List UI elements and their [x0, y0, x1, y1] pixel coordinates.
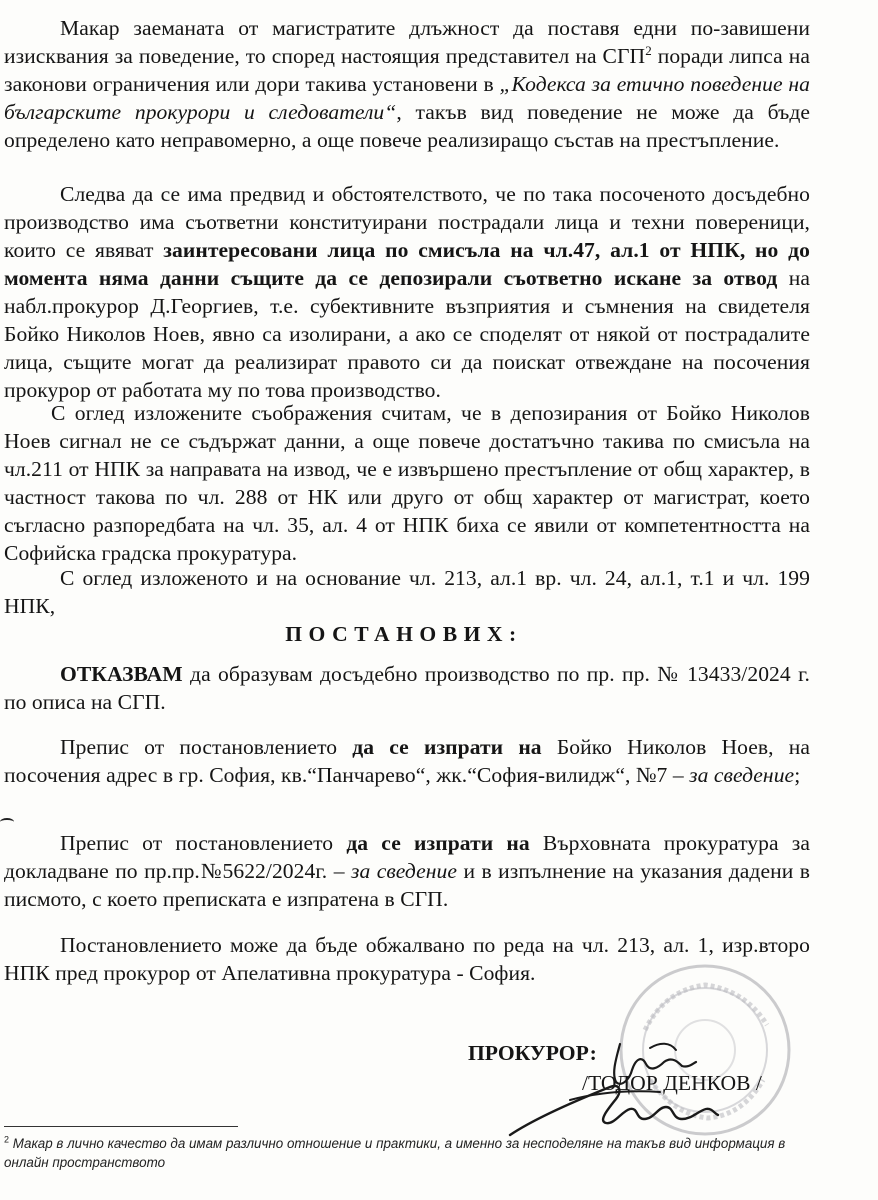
order-refuse: ОТКАЗВАМ да образувам досъдебно производство по пр. пр. № 13433/2024 г. по описа на СГП.: [4, 662, 810, 714]
handwritten-signature: [470, 1030, 800, 1140]
paragraph-3: С оглед изложените съображения считам, че в депозирания от Бойко Николов Ноев сигнал не се съдържат данни, а още повече достатъчно такива по смисъла на чл.211 от НПК за направата на извод, че е извършено престъпление от общ характер, в частност такова по чл. 288 от НК или друго от общ характер от магистрат, което съгласно разпоредбата на чл. 35, ал. 4 от НПК биха се явили от компетентността на Софийска градска прокуратура.: [4, 401, 810, 565]
interested-parties-bold: заинтересовани лица по смисъла на чл.47, ал.1 от НПК, но до момента няма данни същите да се депозирали съответно искане за отвод: [4, 238, 810, 290]
paragraph-1: Макар заеманата от магистратите длъжност да поставя едни по-завишени изисквания за поведение, то според настоящия представител на СГП$^2$ поради липса на законови ограничения или дори такива установени в „Кодекса за етично поведение на българските прокурори и следователи“, такъв вид поведение не може да бъде определено като неправомерно, а още повече реализиращо състав на престъпление.: [4, 16, 811, 152]
margin-mark: [0, 818, 14, 826]
order-copy-1: Препис от постановлението да се изпрати на Бойко Николов Ноев, на посочения адрес в гр. София, кв.“Панчарево“, жк.“София-вилидж“, №7 – за сведение;: [4, 735, 810, 787]
prosecutor-name: /ТОДОР ДЕНКОВ /: [582, 1071, 762, 1095]
paragraph-2: Следва да се има предвид и обстоятелството, че по така посоченото досъдебно производство има съответни конституирани пострадали лица и техни повереници, които се явяват заинтересовани лица по смисъла на чл.47, ал.1 от НПК, но до момента няма данни същите да се депозирали съответно искане за отвод на набл.прокурор Д.Георгиев, т.е. субективните възприятия и съмнения на свидетеля Бойко Николов Ноев, явно са изолирани, а ако се споделят от някой от пострадалите лица, същите могат да реализират правото си да поискат отвеждане на посочения прокурор от работата му по това производство.: [4, 182, 810, 402]
paragraph-4: С оглед изложеното и на основание чл. 213, ал.1 вр. чл. 24, ал.1, т.1 и чл. 199 НПК,: [4, 566, 810, 618]
footnote-separator: [4, 1126, 238, 1127]
footnote-ref: 2: [645, 42, 652, 58]
code-title: „Кодекса за етично поведение на българските прокурори и следователи“: [4, 72, 810, 124]
order-copy-2: Препис от постановлението да се изпрати на Върховната прокуратура за докладване по пр.пр.№5622/2024г. – за сведение и в изпълнение на указания дадени в писмото, с което преписката е изпратена в СГП.: [4, 831, 810, 911]
appeal-paragraph: Постановлението може да бъде обжалвано по реда на чл. 213, ал. 1, изр.второ НПК пред прокурор от Апелативна прокуратура - София.: [4, 933, 810, 985]
prosecutor-title: ПРОКУРОР:: [468, 1041, 597, 1065]
footnote-2: $^2$ Макар в лично качество да имам различно отношение и практики, а именно за несподеляне на такъв вид информация в онлайн пространството: [4, 1134, 786, 1170]
decision-heading: ПОСТАНОВИХ:: [285, 622, 523, 646]
